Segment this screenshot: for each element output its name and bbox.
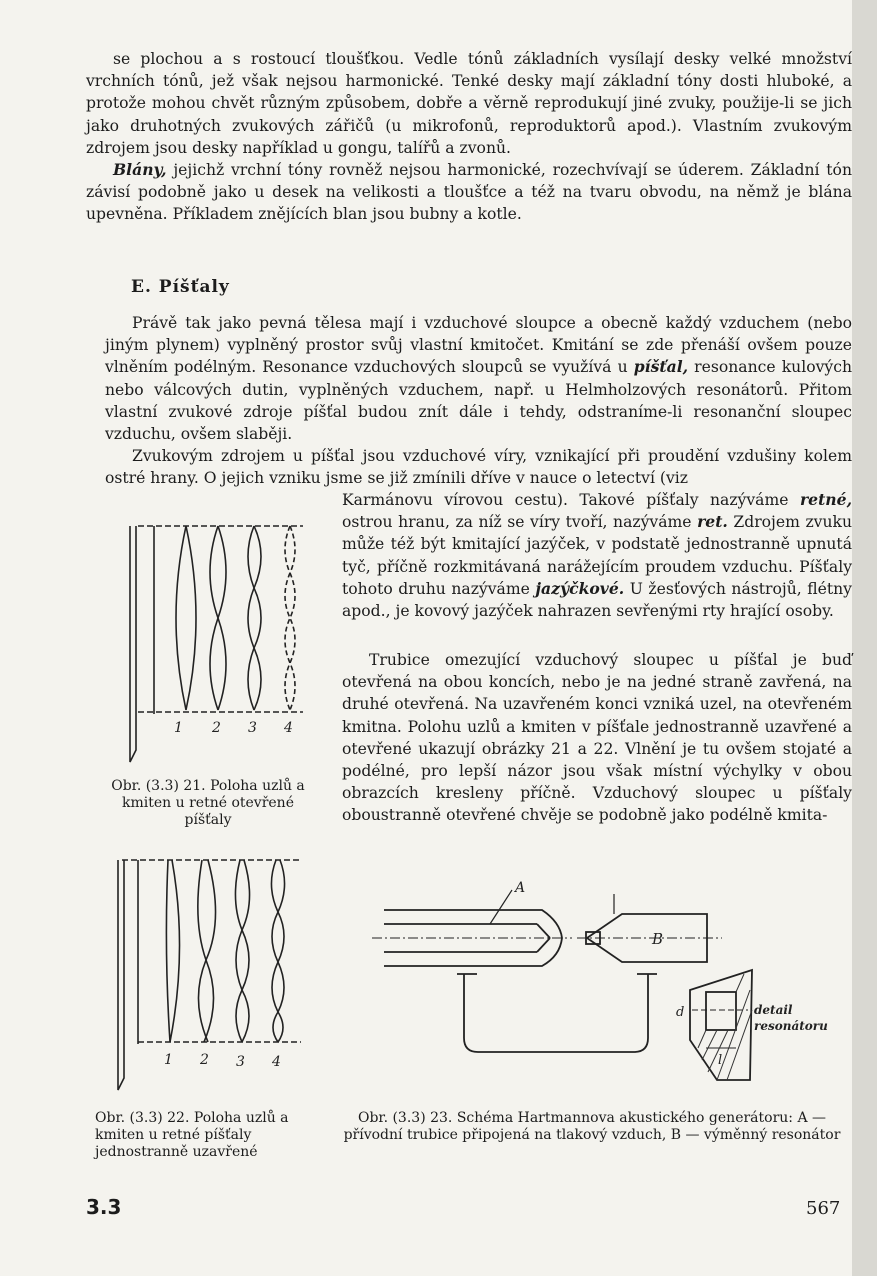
fig22-label-4: 4 [272,1054,281,1070]
intro-paragraph: se plochou a s rostoucí tloušťkou. Vedle tónů základních vysílají desky velké množství vrchních tónů, jež však nejsou harmonické. Tenké desky mají základní tóny dosti hluboké, a protože mohou chvět různým způsobem, dobře a věrně reprodukují jiné zvuky, použije-li se jich jako druhotných zvukových zářičů (u mikrofonů, reproduktorů apod.). Vlastním zvukovým zdrojem jsou desky například u gongu, talířů a zvonů. Blány, jejichž vrchní tóny rovněž nejsou harmonické, rozechvívají se úderem. Základní tón závisí podobně jako u desek na velikosti a tloušťce a též na tvaru obvodu, na němž je blána upevněna. Příkladem znějících blan jsou bubny a kotle. [86,50,852,224]
fig23-label-a: A [515,880,526,896]
pistaly-paragraph-2-top: Zvukovým zdrojem u píšťal jsou vzduchové víry, vznikající při proudění vzdušiny kolem ostré hrany. O jejich vzniku jsme se již zmínili dříve v nauce o letectví (viz [105,447,852,488]
section-heading: E. Píšťaly [131,277,230,297]
fig21-label-3: 3 [248,720,257,736]
ret-term: ret. [697,512,728,532]
fig23-detail-1: detail [754,1003,793,1017]
fig23-label-d: d [676,1005,685,1020]
pistaly-paragraph-2-column: Karmánovu vírovou cestu). Takové píšťaly nazýváme retné, ostrou hranu, za níž se víry tvoří, nazýváme ret. Zdrojem zvuku může též být kmitající jazýček, v podstatě jednostranně upnutá tyč, příčně rozkmitávaná narážejícím proudem vzduchu. Píšťaly tohoto druhu nazýváme jazýčkové. U žesťových nástrojů, flétny apod., je kovový jazýček nahrazen sevřenými rty hrající osoby. [342,490,853,621]
page-edge-shadow [852,0,877,1276]
pistaly-paragraph-1: Právě tak jako pevná tělesa mají i vzduchové sloupce a obecně každý vzduchem (nebo jiným plynem) vyplněný prostor svůj vlastní kmitočet. Kmitání se zde přenáší ovšem pouze vlněním podélným. Resonance vzduchových sloupců se využívá u píšťal, resonance kulových nebo válcových dutin, vyplněných vzduchem, např. u Helmholzových resonátorů. Přitom vlastní zvukové zdroje píšťal budou znít dále i tehdy, odstraníme-li resonanční sloupec vzduchu, ovšem slaběji. [105,314,852,444]
fig21-label-1: 1 [174,720,183,736]
blany-term: Blány, [113,160,167,180]
figure-21-caption: Obr. (3.3) 21. Poloha uzlů a kmiten u retné otevřené píšťaly [111,778,305,828]
pistaly-term: píšťal, [633,357,689,377]
fig22-label-1: 1 [164,1052,173,1068]
figure-23-caption: Obr. (3.3) 23. Schéma Hartmannova akustického generátoru: A — přívodní trubice připojená na tlakový vzduch, B — výměnný resonátor [343,1110,841,1143]
fig21-label-4: 4 [284,720,293,736]
fig22-label-3: 3 [236,1054,245,1070]
footer-section-number: 3.3 [86,1195,122,1219]
retne-term: retné, [799,490,852,509]
fig22-label-2: 2 [200,1052,209,1068]
page-number: 567 [806,1198,841,1219]
figure-21-diagram [118,518,318,770]
fig23-detail-2: resonátoru [754,1019,828,1033]
pistaly-paragraph-3: Trubice omezující vzduchový sloupec u píšťal je buď otevřená na obou koncích, nebo je na jedné straně zavřená, na druhé otevřená. Na uzavřeném konci vzniká uzel, na otevřeném kmitna. Polohu uzlů a kmiten v píšťale jednostranně uzavřené a otevřené ukazují obrázky 21 a 22. Vlnění je tu ovšem stojaté a podélné, pro lepší názor jsou však místní výchylky v obou obrazcích kresleny příčně. Vzduchový sloupec u píšťaly oboustranně otevřené chvěje se podobně jako podélně kmita- [342,651,852,825]
fig23-label-b: B [652,930,664,948]
fig23-label-l: l [718,1053,723,1068]
fig21-label-2: 2 [212,720,221,736]
jazyckove-term: jazýčkové. [535,578,625,598]
figure-23-diagram [372,880,832,1085]
figure-22-caption: Obr. (3.3) 22. Poloha uzlů a kmiten u retné píšťaly jednostranně uzavřené [95,1110,289,1160]
figure-22-diagram [106,850,306,1100]
